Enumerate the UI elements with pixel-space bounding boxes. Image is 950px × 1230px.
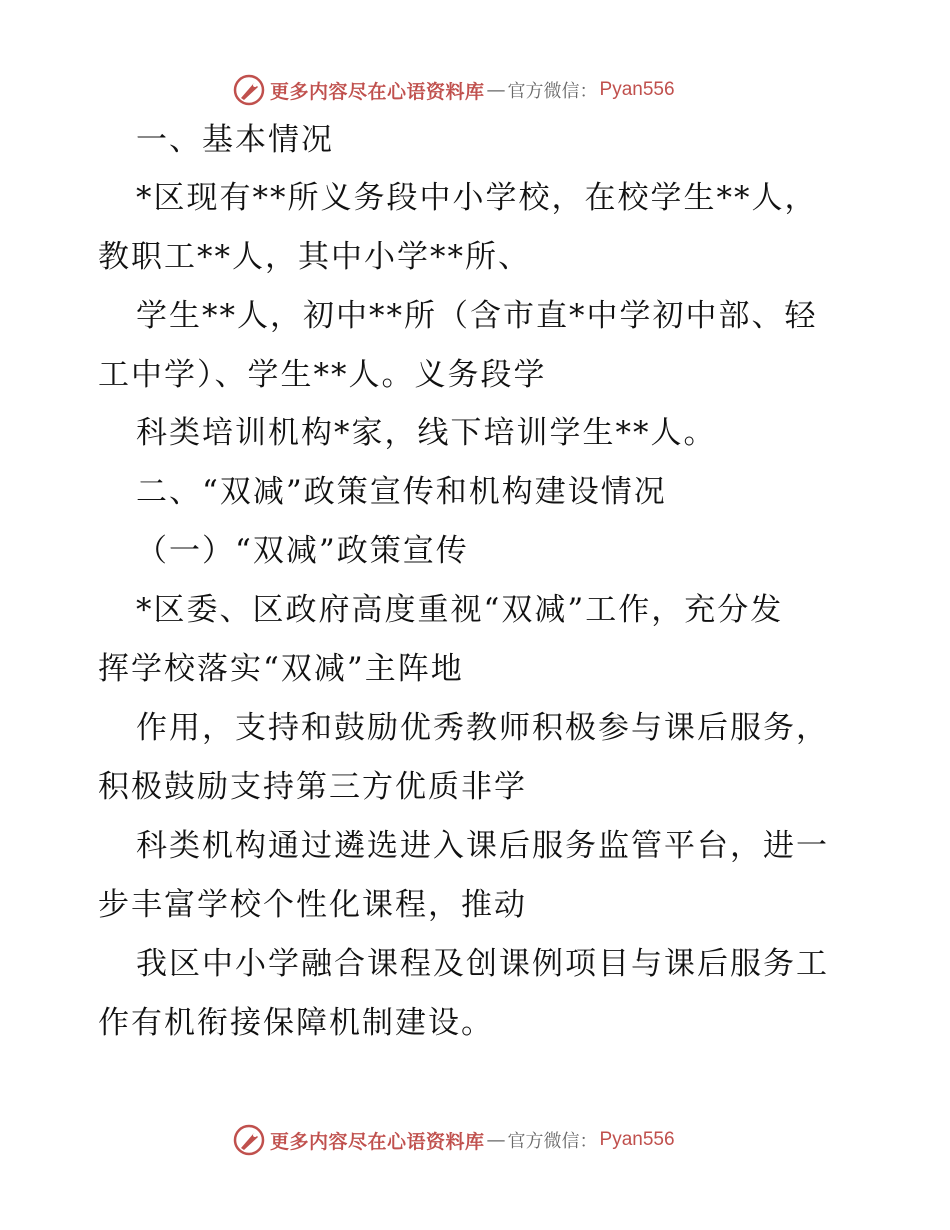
subsection-heading: （一）“双减”政策宣传 (136, 533, 469, 569)
section-heading-policy: 二、“双减”政策宣传和机构建设情况 (136, 474, 667, 510)
paragraph-line: 科类机构通过遴选进入课后服务监管平台，进一 (136, 828, 829, 864)
paragraph-line: 学生**人，初中**所（含市直*中学初中部、轻 (136, 298, 818, 334)
paragraph-line: 科类培训机构*家，线下培训学生**人。 (136, 415, 717, 451)
watermark-footer (232, 1122, 675, 1158)
paragraph-line: 教职工**人，其中小学**所、 (98, 239, 531, 275)
paragraph-line: *区现有**所义务段中小学校，在校学生**人， (136, 180, 818, 216)
paragraph-line: 步丰富学校个性化课程，推动 (98, 887, 527, 923)
paragraph-line: 我区中小学融合课程及创课例项目与课后服务工 (136, 946, 829, 982)
pen-nib-icon (232, 1123, 266, 1157)
watermark-id: Pyan556 (599, 79, 675, 100)
watermark-label: 官方微信： (507, 1131, 598, 1152)
paragraph-line: 积极鼓励支持第三方优质非学 (98, 769, 527, 805)
watermark-separator: — (486, 1129, 506, 1151)
paragraph-line: 工中学）、学生**人。义务段学 (98, 357, 547, 393)
section-heading-basic: 一、基本情况 (136, 122, 334, 158)
paragraph-line: 作用，支持和鼓励优秀教师积极参与课后服务， (136, 710, 829, 746)
watermark-text: 更多内容尽在心语资料库 (270, 80, 485, 103)
paragraph-line: 挥学校落实“双减”主阵地 (98, 651, 464, 687)
paragraph-line: 作有机衔接保障机制建设。 (98, 1005, 494, 1041)
watermark-separator: — (486, 79, 506, 101)
pen-nib-icon (232, 73, 266, 107)
watermark-label: 官方微信： (507, 81, 598, 102)
watermark-text: 更多内容尽在心语资料库 (270, 1130, 485, 1153)
watermark-header (232, 72, 675, 108)
watermark-id: Pyan556 (599, 1129, 675, 1150)
paragraph-line: *区委、区政府高度重视“双减”工作，充分发 (136, 592, 784, 628)
